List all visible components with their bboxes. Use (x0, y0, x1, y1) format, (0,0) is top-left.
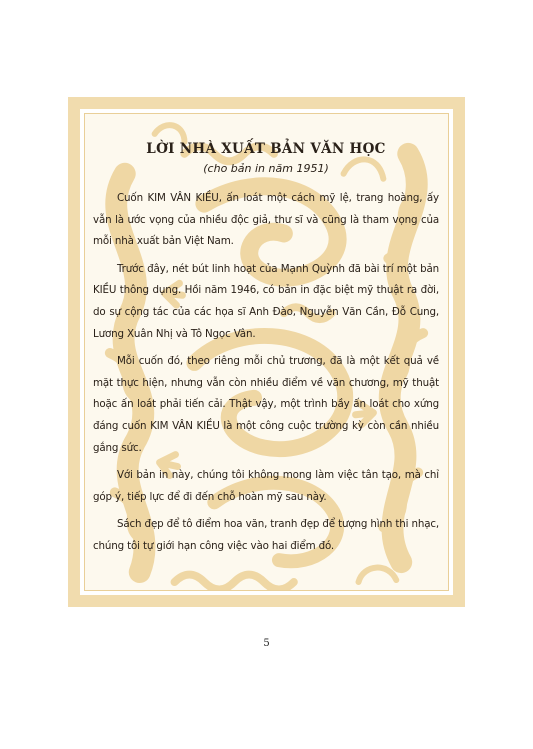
paragraph-1: Cuốn KIM VÂN KIỀU, ấn loát một cách mỹ lệ, trang hoàng, ấy vẫn là ước vọng của nhiều độc giả, thư sĩ và cũng là tham vọng của mỗi nhà xuất bản Việt Nam. (93, 192, 439, 248)
paragraph-2: Trước đây, nét bút linh hoạt của Mạnh Quỳnh đã bài trí một bản KIỀU thông dụng. Hồi năm 1946, có bản in đặc biệt mỹ thuật ra đời, do sự cộng tác của các họa sĩ Anh Đào, Nguyễn Văn Cần, Đỗ Cung, Lương Xuân Nhị và Tô Ngọc Vân. (93, 262, 439, 340)
publisher-note (93, 140, 439, 564)
paragraph-4: Với bản in này, chúng tôi không mong làm việc tân tạo, mà chỉ góp ý, tiếp lực để đi đến chỗ hoàn mỹ sau này. (93, 469, 439, 503)
page-title: LỜI NHÀ XUẤT BẢN VĂN HỌC (146, 141, 386, 157)
paragraph-5: Sách đẹp để tô điểm hoa văn, tranh đẹp để tượng hình thi nhạc, chúng tôi tự giới hạn công việc vào hai điểm đó. (93, 518, 439, 552)
page-subtitle: (cho bản in năm 1951) (203, 162, 329, 175)
page-number: 5 (263, 638, 270, 649)
paragraph-3: Mỗi cuốn đó, theo riêng mỗi chủ trương, đã là một kết quả về mặt thực hiện, nhưng vẫn còn nhiều điểm về văn chương, mỹ thuật hoặc ấn loát phải tiến cải. Thật vậy, một trình bầy ấn loát cho xứng đáng cuốn KIM VÂN KIỀU là một công cuộc trường kỳ còn cần nhiều gắng sức. (93, 355, 439, 454)
